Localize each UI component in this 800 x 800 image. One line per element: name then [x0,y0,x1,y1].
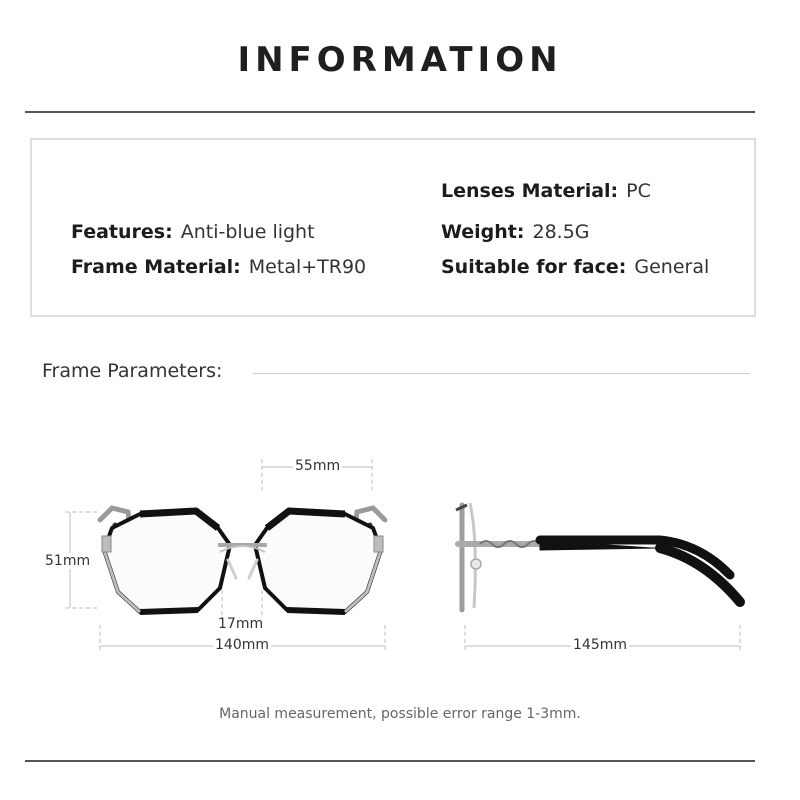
spec-label: Suitable for face: [441,256,627,278]
spec-label: Lenses Material: [441,180,619,202]
front-view-glasses [100,508,385,612]
spec-value: PC [626,180,651,202]
lens-width-label: 55mm [295,458,341,474]
frame-width-label: 140mm [215,637,269,653]
spec-label: Features: [71,221,173,243]
frame-parameters-heading: Frame Parameters: [42,360,223,382]
side-view-glasses [456,503,740,610]
measurement-note: Manual measurement, possible error range 1-3mm. [219,706,581,722]
spec-value: Anti-blue light [180,221,315,243]
spec-label: Frame Material: [71,256,241,278]
page-title: INFORMATION [237,40,563,80]
spec-label: Weight: [441,221,525,243]
spec-value: General [634,256,710,278]
temple-length-label: 145mm [573,637,627,653]
bottom-divider [25,760,755,762]
lens-height-label: 51mm [45,553,91,569]
bridge-width-label: 17mm [218,616,264,632]
spec-value: Metal+TR90 [248,256,367,278]
spec-value: 28.5G [532,221,590,243]
